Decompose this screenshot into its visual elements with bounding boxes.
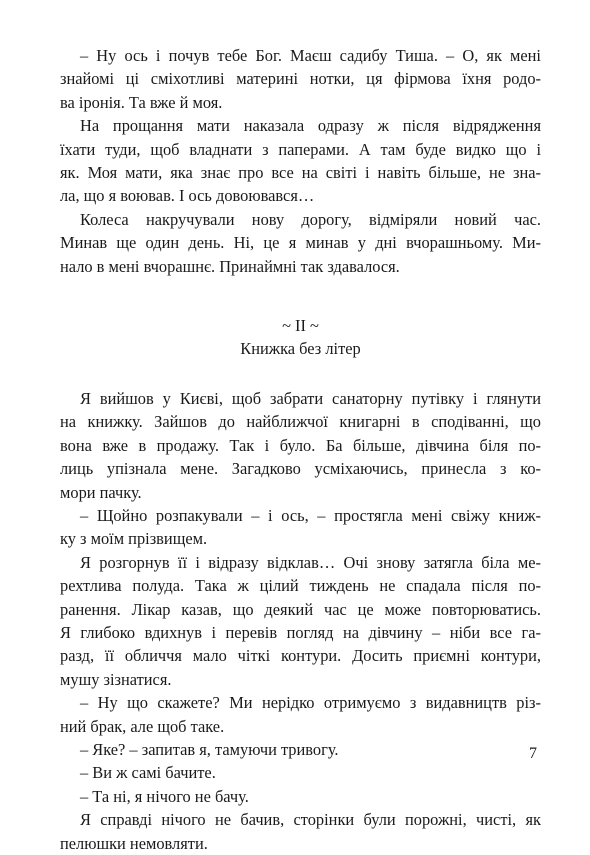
paragraph xyxy=(60,504,541,551)
text-line: нало в мені вчорашнє. Принаймні так здавалося. xyxy=(60,256,400,276)
text-line: ранення. Лікар казав, що деякий час це може повторюватись. xyxy=(60,599,541,619)
text-line: разд, її обличчя мало чіткі контури. Досить приємні контури, xyxy=(60,646,541,666)
chapter-heading xyxy=(60,314,541,361)
paragraph xyxy=(60,761,541,784)
text-line: вона вже в продажу. Так і було. Ба більше, дівчина біля по- xyxy=(60,435,541,455)
paragraph xyxy=(60,551,541,691)
text-line: – Яке? – запитав я, тамуючи тривогу. xyxy=(80,739,339,759)
text-line: ний брак, але щоб таке. xyxy=(60,716,225,736)
text-line: Я вийшов у Києві, щоб забрати санаторну путівку і глянути xyxy=(80,388,541,408)
text-line: лиць упізнала мене. Загадково усміхаючись, принесла з ко- xyxy=(60,459,541,479)
paragraph xyxy=(60,44,541,114)
paragraph xyxy=(60,208,541,278)
text-line: – Та ні, я нічого не бачу. xyxy=(80,786,249,806)
text-block-top xyxy=(60,44,541,278)
text-line: На прощання мати наказала одразу ж після відрядження xyxy=(80,116,541,136)
paragraph xyxy=(60,114,541,208)
text-line: ку з моїм прізвищем. xyxy=(60,529,208,549)
text-line: знайомі ці сміхотливі материні нотки, ця фірмова їхня родо- xyxy=(60,69,541,89)
text-block-bottom xyxy=(60,387,541,855)
paragraph xyxy=(60,785,541,808)
text-line: рехтлива полуда. Така ж цілий тиждень не спадала після по- xyxy=(60,576,541,596)
text-line: – Ну ось і почув тебе Бог. Маєш садибу Тиша. – О, як мені xyxy=(80,46,541,65)
text-line: Минав ще один день. Ні, це я минав у дні вчорашньому. Ми- xyxy=(60,233,541,253)
text-line: Я глибоко вдихнув і перевів погляд на дівчину – ніби все га- xyxy=(60,622,541,642)
text-line: ва іронія. Та вже й моя. xyxy=(60,92,223,112)
chapter-number: ~ II ~ xyxy=(282,316,319,336)
text-line: Я справді нічого не бачив, сторінки були порожні, чисті, як xyxy=(80,810,541,830)
text-line: мори пачку. xyxy=(60,482,142,502)
text-line: їхати туди, щоб владнати з паперами. А там буде видко що і xyxy=(60,139,541,159)
text-line: ла, що я воював. І ось довоювався… xyxy=(60,186,315,206)
paragraph xyxy=(60,691,541,738)
paragraph xyxy=(60,738,541,761)
page-number: 7 xyxy=(529,745,537,762)
text-line: пелюшки немовляти. xyxy=(60,833,208,853)
text-line: Я розгорнув її і відразу відклав… Очі знову затягла біла ме- xyxy=(80,552,541,572)
paragraph xyxy=(60,808,541,855)
text-line: – Ви ж самі бачите. xyxy=(80,763,216,783)
text-line: на книжку. Зайшов до найближчої книгарні в сподіванні, що xyxy=(60,412,541,432)
text-line: мушу зізнатися. xyxy=(60,669,172,689)
text-line: Колеса накручували нову дорогу, відміряли новий час. xyxy=(80,209,541,229)
text-line: – Ну що скажете? Ми нерідко отримуємо з видавництв різ- xyxy=(80,693,541,713)
text-line: як. Моя мати, яка знає про все на світі і навіть більше, не зна- xyxy=(60,163,541,183)
text-line: – Щойно розпакували – і ось, – простягла мені свіжу книж- xyxy=(80,505,541,525)
chapter-title: Книжка без літер xyxy=(240,339,361,359)
book-page xyxy=(60,44,541,855)
paragraph xyxy=(60,387,541,504)
